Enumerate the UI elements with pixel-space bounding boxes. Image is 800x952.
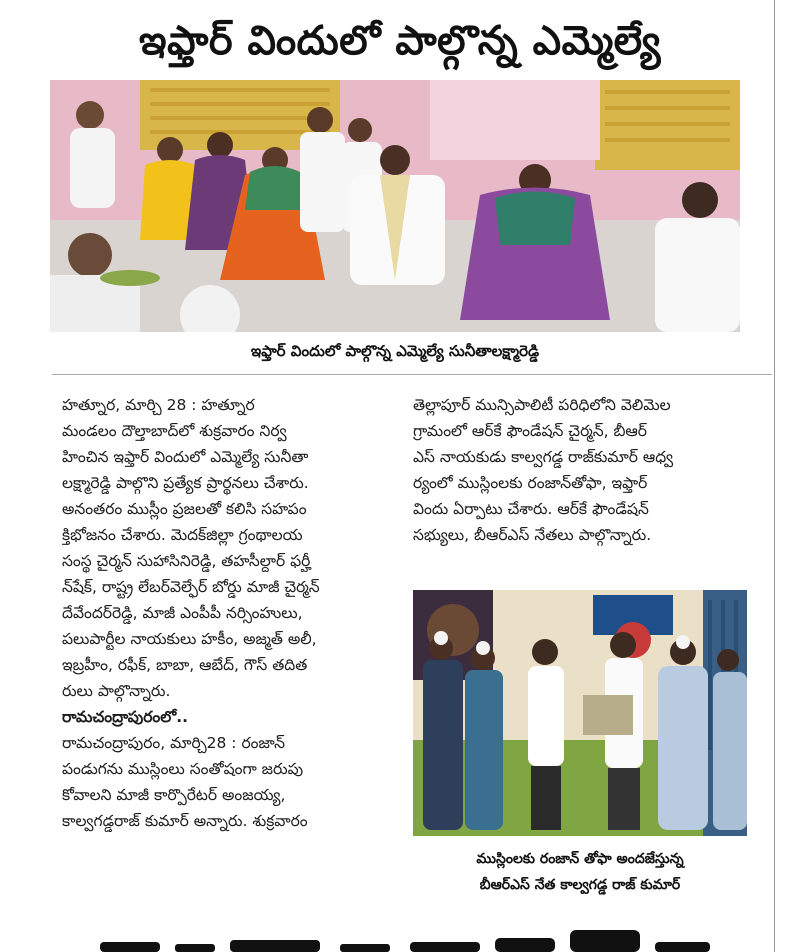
column-edge-rule bbox=[774, 0, 775, 952]
text-line: ఇబ్రహీం, రఫీక్, బాబా, ఆబేద్, గౌస్ తదిత bbox=[62, 656, 308, 674]
text-line: కోవాలని మాజీ కార్పొరేటర్ అంజయ్య, bbox=[62, 786, 286, 804]
text-line: విందు ఏర్పాటు చేశారు. ఆర్‌కే ఫౌండేషన్ bbox=[413, 500, 649, 518]
next-article-headline-cutoff bbox=[40, 924, 760, 952]
text-line: న్‌షేక్, రాష్ట్ర లేబర్‌వెల్ఫేర్ బోర్డు మాజీ చైర్మన్ bbox=[62, 578, 320, 596]
text-line: ఎస్ నాయకుడు కాల్వగడ్డ రాజ్‌కుమార్ ఆధ్వ bbox=[413, 448, 674, 466]
text-line: పండుగను ముస్లింలు సంతోషంగా జరుపు bbox=[62, 760, 304, 778]
text-line: సంస్థ చైర్మన్ సుహాసినిరెడ్డి, తహసీల్దార్ ఫర్హీ bbox=[62, 552, 311, 570]
text-line: దేవేందర్‌రెడ్డి, మాజీ ఎంపీపీ నర్సింహులు, bbox=[62, 604, 303, 622]
section-subhead: రామచంద్రాపురంలో.. bbox=[62, 708, 188, 726]
section-divider bbox=[52, 374, 772, 375]
photo2-caption-line: బీఆర్ఎస్ నేత కాల్వగడ్డ రాజ్ కుమార్ bbox=[479, 877, 681, 893]
left-column bbox=[62, 392, 392, 834]
text-line: హత్నూర, మార్చి 28 : హత్నూర bbox=[62, 396, 255, 414]
text-line: హించిన ఇఫ్తార్ విందులో ఎమ్మెల్యే సునీతా bbox=[62, 448, 309, 466]
text-line: రామచంద్రాపురం, మార్చి28 : రంజాన్ bbox=[62, 734, 286, 752]
text-line: మండలం దౌల్తాబాద్‌లో శుక్రవారం నిర్వ bbox=[62, 422, 287, 440]
text-line: పలుపార్టీల నాయకులు హకీం, అజ్మత్ అలీ, bbox=[62, 630, 317, 648]
photo1-caption: ఇఫ్తార్ విందులో పాల్గొన్న ఎమ్మెల్యే సునీతాలక్ష్మారెడ్డి bbox=[250, 342, 540, 360]
iftar-gathering-photo bbox=[50, 80, 740, 332]
text-line: గ్రామంలో ఆర్‌కే ఫౌండేషన్ చైర్మన్, బీఆర్ bbox=[413, 422, 647, 440]
photo2-caption-line: ముస్లింలకు రంజాన్ తోఫా అందజేస్తున్న bbox=[476, 851, 684, 867]
text-line: కాల్వగడ్డరాజ్ కుమార్ అన్నారు. శుక్రవారం bbox=[62, 812, 308, 830]
right-column bbox=[413, 392, 753, 548]
text-line: అనంతరం ముస్లీం ప్రజలతో కలిసి సహపం bbox=[62, 500, 307, 518]
text-line: క్తిభోజనం చేశారు. మెదక్‌జిల్లా గ్రంథాలయ bbox=[62, 526, 303, 544]
photo2-caption bbox=[413, 846, 747, 898]
article-headline: ఇఫ్తార్ విందులో పాల్గొన్న ఎమ్మెల్యే bbox=[139, 18, 661, 64]
text-line: ర్యంలో ముస్లింలకు రంజాన్‌తోఫా, ఇఫ్తార్ bbox=[413, 474, 648, 492]
text-line: లక్ష్మారెడ్డి పాల్గొని ప్రత్యేక ప్రార్థనలు చేశారు. bbox=[62, 474, 309, 492]
text-line: రులు పాల్గొన్నారు. bbox=[62, 682, 171, 700]
ramzan-gift-photo bbox=[413, 590, 747, 836]
text-line: తెల్లాపూర్ మున్సిపాలిటీ పరిధిలోని వెలిమెల bbox=[413, 396, 671, 414]
cropped-headline-glyphs bbox=[40, 924, 760, 952]
text-line: సభ్యులు, బీఆర్ఎస్ నేతలు పాల్గొన్నారు. bbox=[413, 526, 652, 544]
